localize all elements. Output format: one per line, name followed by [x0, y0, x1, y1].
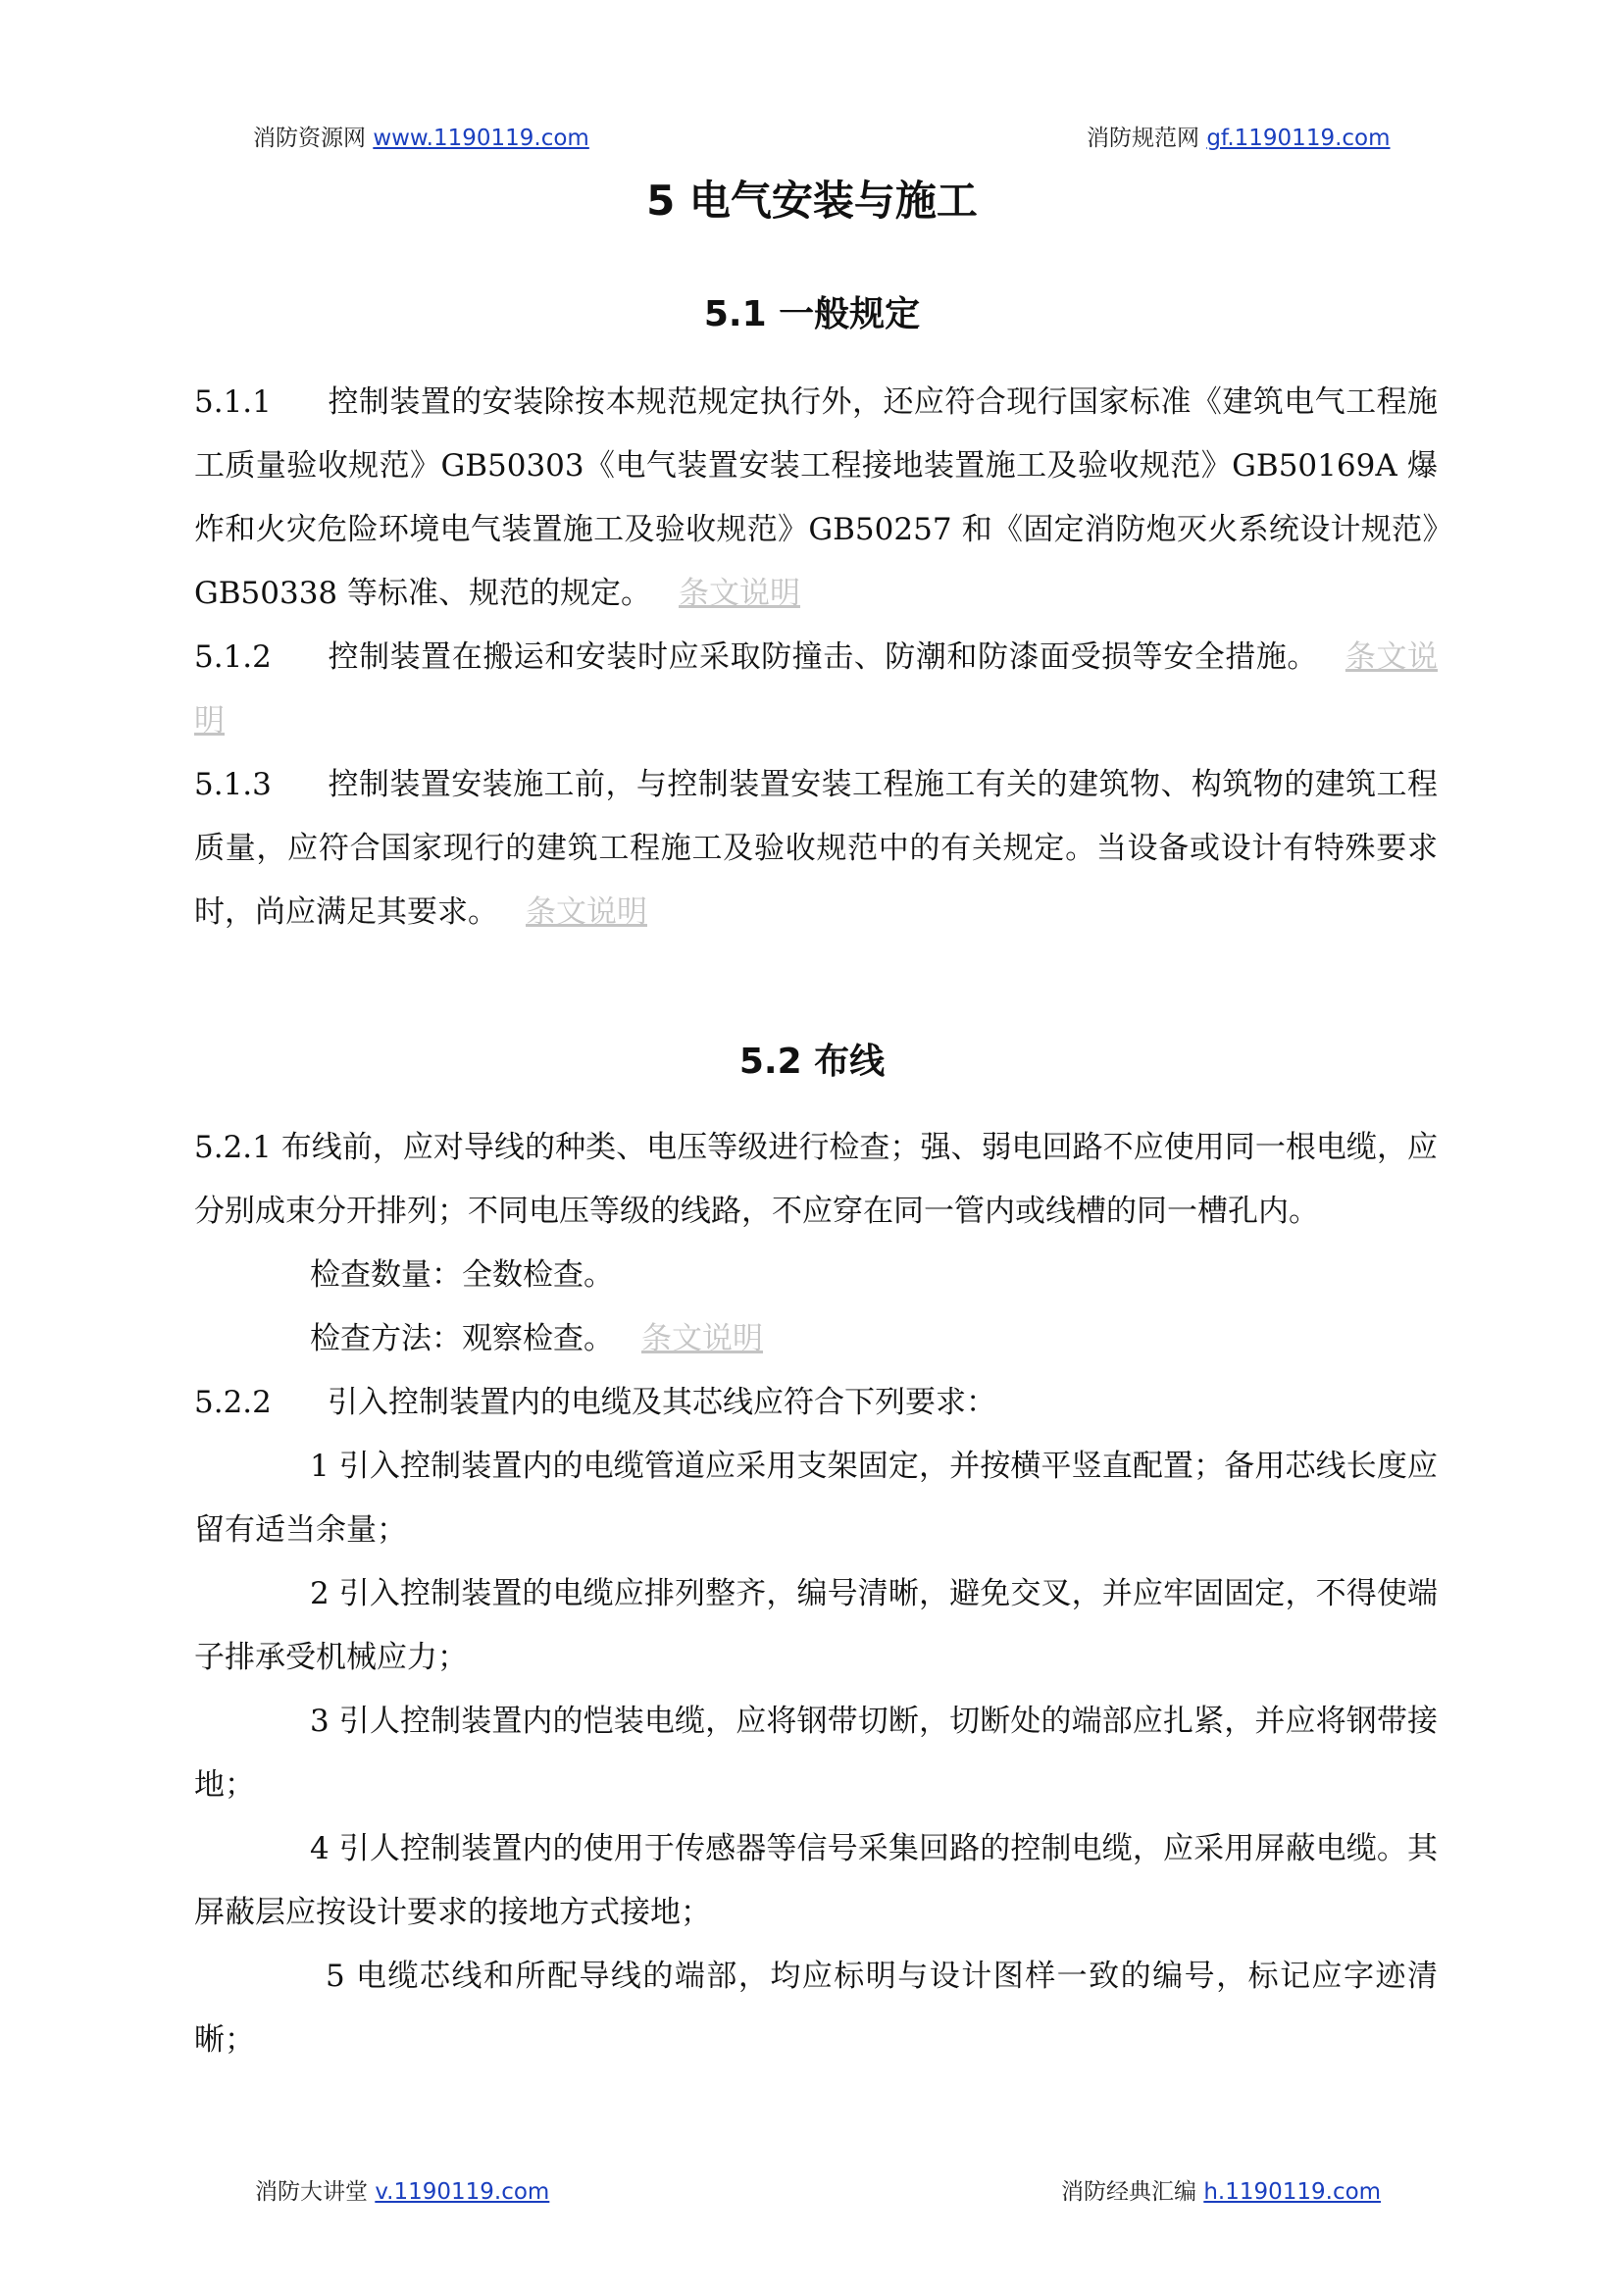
clause-number: 5.1.2 — [194, 639, 272, 675]
clause-number: 5.1.1 — [194, 384, 272, 420]
footer-right-link[interactable]: h.1190119.com — [1203, 2179, 1382, 2205]
list-item: 4 引人控制装置内的使用于传感器等信号采集回路的控制电缆，应采用屏蔽电缆。其屏蔽层应按设计要求的接地方式接地； — [194, 1831, 1438, 1930]
clause-5-2-1: 5.2.1 布线前，应对导线的种类、电压等级进行检查；强、弱电回路不应使用同一根电缆，应分别成束分开排列；不同电压等级的线路，不应穿在同一管内或线槽的同一槽孔内。 — [194, 1130, 1438, 1229]
clause-5-1-1 — [194, 371, 1438, 626]
footer-left-label: 消防大讲堂 — [255, 2179, 368, 2205]
clause-5-2-2 — [194, 1371, 1438, 1435]
header-right — [1087, 120, 1391, 152]
list-item: 2 引入控制装置的电缆应排列整齐，编号清晰，避免交叉，并应牢固固定，不得使端子排承受机械应力； — [194, 1576, 1438, 1675]
check-quantity: 检查数量：全数检查。 — [310, 1257, 614, 1293]
clause-text: 引入控制装置内的电缆及其芯线应符合下列要求： — [328, 1385, 996, 1420]
header-left — [253, 120, 589, 152]
clause-number: 5.1.3 — [194, 767, 272, 802]
check-method-text: 检查方法：观察检查。 — [310, 1321, 614, 1356]
list-item: 1 引入控制装置内的电缆管道应采用支架固定，并按横平竖直配置；备用芯线长度应留有适当余量； — [194, 1449, 1438, 1548]
header-right-label: 消防规范网 — [1087, 126, 1199, 151]
clause-note-link[interactable]: 条文说明 — [641, 1321, 763, 1356]
section-5-1-title: 5.1 一般规定 — [703, 294, 921, 334]
clause-5-1-2 — [194, 626, 1438, 753]
section-5-2-body — [194, 1116, 1438, 2072]
clause-text: 控制装置安装施工前，与控制装置安装工程施工有关的建筑物、构筑物的建筑工程质量，应符合国家现行的建筑工程施工及验收规范中的有关规定。当设备或设计有特殊要求时，尚应满足其要求。 — [194, 767, 1438, 930]
clause-text: 控制装置在搬运和安装时应采取防撞击、防潮和防漆面受损等安全措施。 — [328, 639, 1318, 675]
header-left-link[interactable]: www.1190119.com — [373, 126, 589, 151]
chapter-title: 5 电气安装与施工 — [646, 177, 978, 225]
footer-left-link[interactable]: v.1190119.com — [375, 2179, 550, 2205]
clause-note-link[interactable]: 条文说明 — [679, 576, 801, 611]
section-5-1-body — [194, 371, 1438, 944]
footer-right-label: 消防经典汇编 — [1061, 2179, 1196, 2205]
list-item: 3 引人控制装置内的恺装电缆，应将钢带切断，切断处的端部应扎紧，并应将钢带接地； — [194, 1704, 1438, 1803]
clause-text: 控制装置的安装除按本规范规定执行外，还应符合现行国家标准《建筑电气工程施工质量验收规范》GB50303《电气装置安装工程接地装置施工及验收规范》GB50169A 爆炸和火灾危险环境电气装置施工及验收规范》GB50257 和《固定消防炮灭火系统设计规范》GB50338 等标准、规范的规定。 — [194, 384, 1438, 611]
section-5-2-title: 5.2 布线 — [738, 1042, 886, 1082]
clause-5-1-3 — [194, 753, 1438, 944]
list-item: 5 电缆芯线和所配导线的端部，均应标明与设计图样一致的编号，标记应字迹清晰； — [194, 1959, 1438, 2058]
footer-left — [255, 2173, 549, 2206]
clause-number: 5.2.2 — [194, 1385, 272, 1420]
footer-right — [1061, 2173, 1381, 2206]
header-left-label: 消防资源网 — [253, 126, 366, 151]
header-right-link[interactable]: gf.1190119.com — [1206, 126, 1391, 151]
clause-note-link[interactable]: 条文说明 — [194, 639, 1439, 739]
check-method — [194, 1307, 1438, 1371]
clause-note-link[interactable]: 条文说明 — [526, 894, 647, 930]
